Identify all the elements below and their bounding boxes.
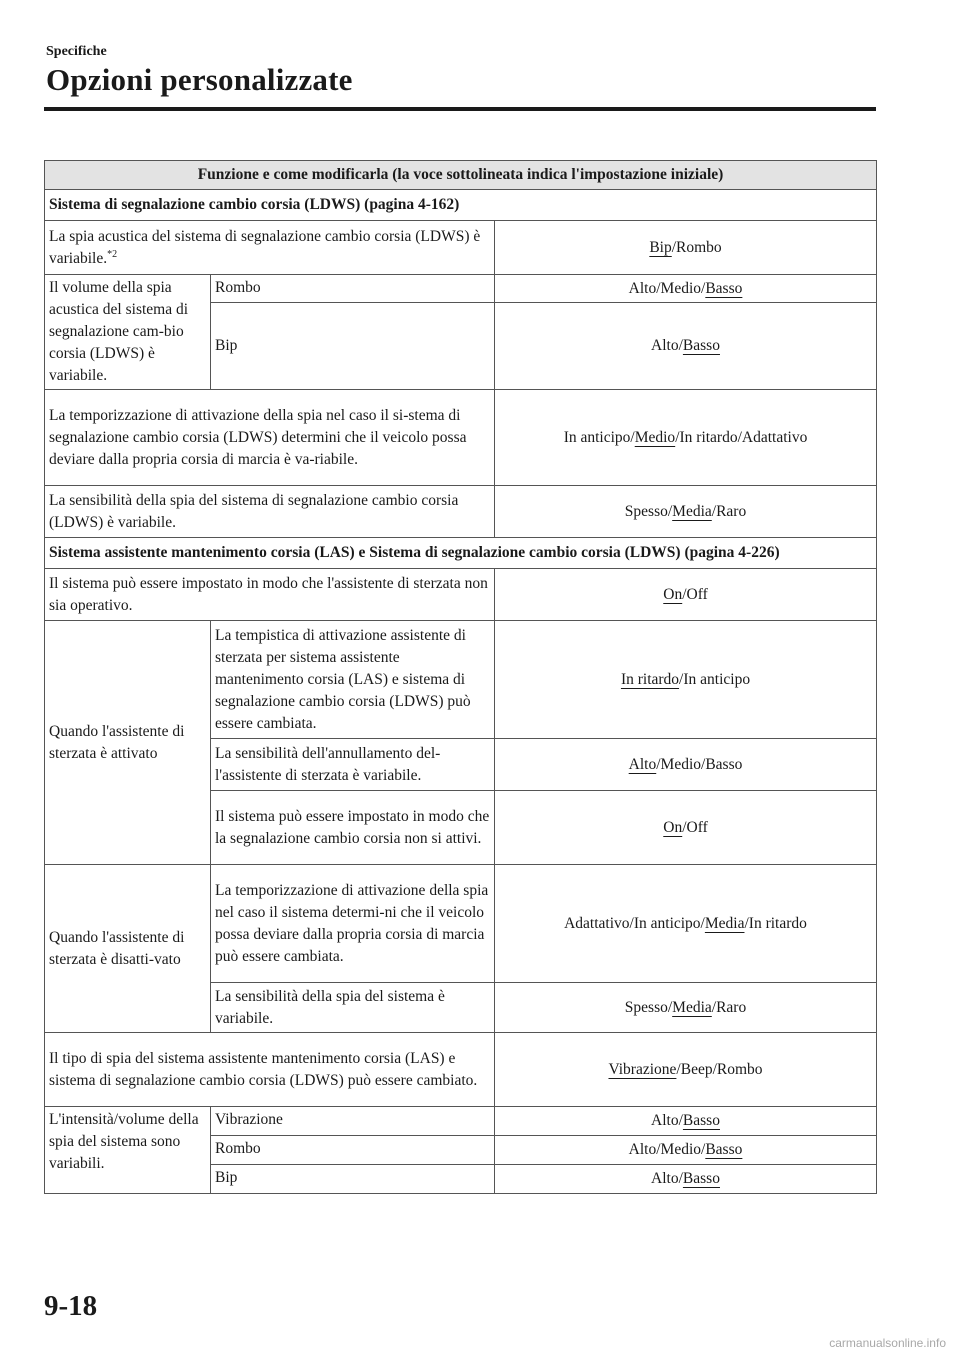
- setting-options: Spesso/Media/Raro: [495, 983, 877, 1033]
- setting-options: On/Off: [495, 569, 877, 621]
- page-title: Opzioni personalizzate: [46, 62, 353, 97]
- table-row: [45, 865, 877, 983]
- setting-options: Vibrazione/Beep/Rombo: [495, 1033, 877, 1107]
- setting-description: Quando l'assistente di sterzata è attivato: [45, 621, 211, 865]
- setting-description: La spia acustica del sistema di segnalazione cambio corsia (LDWS) è variabile.$^{*2}$: [45, 221, 495, 275]
- setting-options: Alto/Medio/Basso: [495, 739, 877, 791]
- table-row: [45, 275, 877, 303]
- setting-options: Alto/Basso: [495, 303, 877, 390]
- sub-setting: Bip: [211, 1165, 495, 1194]
- setting-options: Alto/Medio/Basso: [495, 275, 877, 303]
- table-row: [45, 621, 877, 739]
- setting-description: Il volume della spia acustica del sistema di segnalazione cam-bio corsia (LDWS) è variabile.: [45, 275, 211, 390]
- setting-options: On/Off: [495, 791, 877, 865]
- setting-description: L'intensità/volume della spia del sistema sono variabili.: [45, 1107, 211, 1194]
- setting-options: In ritardo/In anticipo: [495, 621, 877, 739]
- sub-setting: La sensibilità della spia del sistema è variabile.: [211, 983, 495, 1033]
- sub-setting: Il sistema può essere impostato in modo che la segnalazione cambio corsia non si attivi.: [211, 791, 495, 865]
- page-number: 9-18: [44, 1290, 98, 1322]
- setting-description: Il tipo di spia del sistema assistente mantenimento corsia (LAS) e sistema di segnalazione cambio corsia (LDWS) può essere cambiato.: [45, 1033, 495, 1107]
- setting-description: Il sistema può essere impostato in modo che l'assistente di sterzata non sia operativo.: [45, 569, 495, 621]
- footnote-mark: *2: [107, 248, 118, 260]
- sub-setting: Rombo: [211, 275, 495, 303]
- group-header-ldws: Sistema di segnalazione cambio corsia (LDWS) (pagina 4-162): [45, 190, 877, 221]
- setting-options: Adattativo/In anticipo/Media/In ritardo: [495, 865, 877, 983]
- sub-setting: Bip: [211, 303, 495, 390]
- table-row: [45, 569, 877, 621]
- setting-description: Quando l'assistente di sterzata è disatti-vato: [45, 865, 211, 1033]
- settings-table: [44, 160, 877, 1194]
- setting-options: Bip/Rombo: [495, 221, 877, 275]
- table-row: [45, 221, 877, 275]
- setting-options: Alto/Medio/Basso: [495, 1136, 877, 1165]
- watermark: carmanualsonline.info: [829, 1336, 946, 1350]
- table-header: Funzione e come modificarla (la voce sottolineata indica l'impostazione iniziale): [45, 161, 877, 190]
- title-rule: [44, 107, 876, 111]
- setting-options: Alto/Basso: [495, 1107, 877, 1136]
- table-row: [45, 390, 877, 486]
- sub-setting: Rombo: [211, 1136, 495, 1165]
- setting-options: In anticipo/Medio/In ritardo/Adattativo: [495, 390, 877, 486]
- table-row: [45, 1107, 877, 1136]
- sub-setting: Vibrazione: [211, 1107, 495, 1136]
- section-label: Specifiche: [46, 44, 107, 59]
- table-row: [45, 1033, 877, 1107]
- group-header-las-ldws: Sistema assistente mantenimento corsia (LAS) e Sistema di segnalazione cambio corsia (LDWS) (pagina 4-226): [45, 538, 877, 569]
- sub-setting: La sensibilità dell'annullamento del-l'assistente di sterzata è variabile.: [211, 739, 495, 791]
- sub-setting: La temporizzazione di attivazione della spia nel caso il sistema determi-ni che il veicolo possa deviare dalla propria corsia di marcia può essere cambiata.: [211, 865, 495, 983]
- setting-description: La temporizzazione di attivazione della spia nel caso il si-stema di segnalazione cambio corsia (LDWS) determini che il veicolo possa deviare dalla propria corsia di marcia è va-riabile.: [45, 390, 495, 486]
- setting-description: La sensibilità della spia del sistema di segnalazione cambio corsia (LDWS) è variabile.: [45, 486, 495, 538]
- sub-setting: La tempistica di attivazione assistente di sterzata per sistema assistente mantenimento corsia (LAS) e sistema di segnalazione cambio corsia (LDWS) può essere cambiata.: [211, 621, 495, 739]
- table-row: [45, 486, 877, 538]
- setting-options: Alto/Basso: [495, 1165, 877, 1194]
- setting-options: Spesso/Media/Raro: [495, 486, 877, 538]
